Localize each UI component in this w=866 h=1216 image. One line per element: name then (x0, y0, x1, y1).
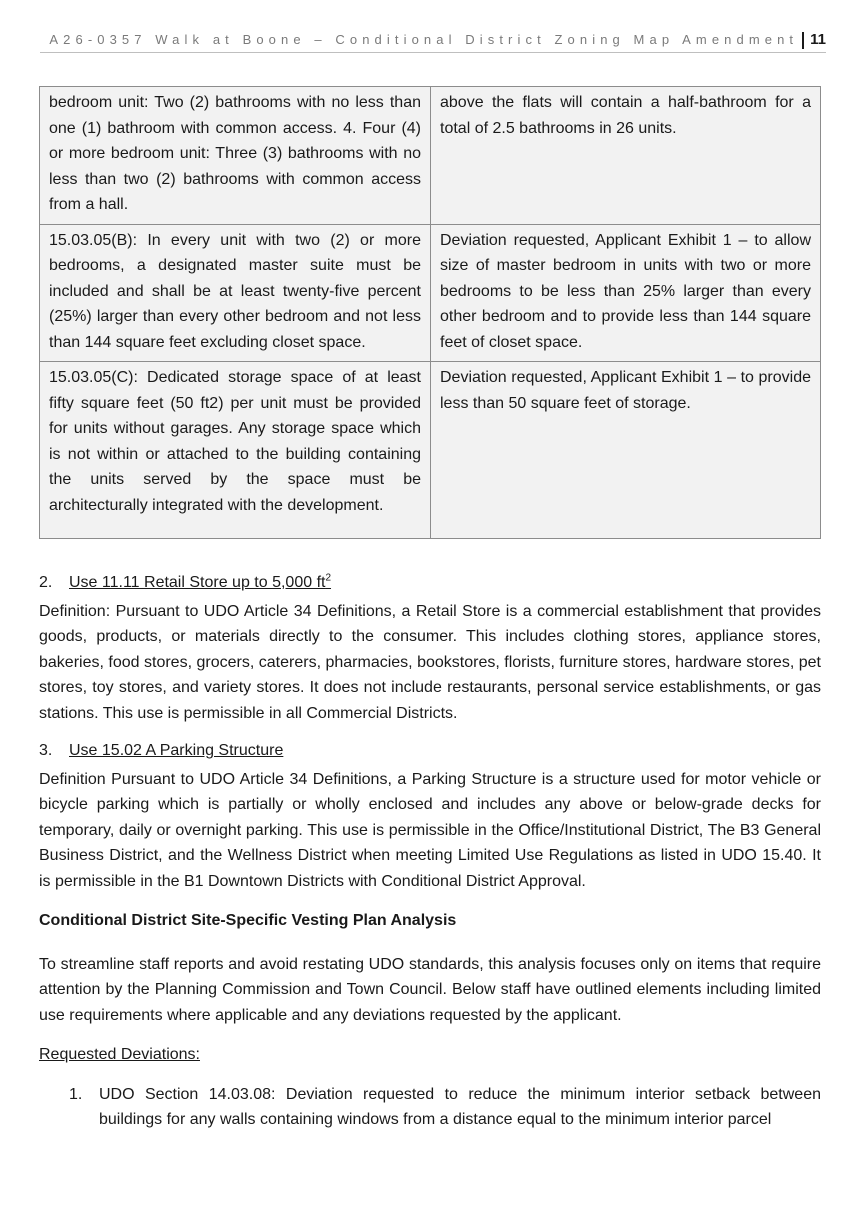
use-heading (39, 570, 821, 596)
deviations-heading: Requested Deviations: (39, 1046, 200, 1063)
deviation-table (39, 86, 821, 539)
list-item (39, 1082, 821, 1133)
table-cell-response: Deviation requested, Applicant Exhibit 1 – to allow size of master bedroom in units with two or more bedrooms to be less than 25% larger than every other bedroom and to provide less than 144 square feet of closet space. (431, 224, 821, 362)
table-row (40, 87, 821, 225)
table-cell-standard: bedroom unit: Two (2) bathrooms with no less than one (1) bathroom with common access. 4. Four (4) or more bedroom unit: Three (3) bathrooms with no less than two (2) bathrooms with common access from a hall. (40, 87, 431, 225)
table-row (40, 362, 821, 539)
table-cell-response: above the flats will contain a half-bathroom for a total of 2.5 bathrooms in 26 units. (431, 87, 821, 225)
list-text: UDO Section 14.03.08: Deviation requested to reduce the minimum interior setback between buildings for any walls containing windows from a distance equal to the minimum interior parcel (99, 1085, 821, 1128)
use-definition: Definition: Pursuant to UDO Article 34 Definitions, a Retail Store is a commercial establishment that provides goods, products, or materials directly to the consumer. This includes clothing stores, appliance stores, bakeries, food stores, grocers, caterers, pharmacies, bookstores, florists, furniture stores, hardware stores, pet stores, toy stores, and variety stores. It does not include restaurants, personal service establishments, or gas stations. This use is permissible in all Commercial Districts. (39, 602, 821, 722)
table-row (40, 224, 821, 362)
use-number: 2. (39, 574, 53, 591)
page-number: 11 (810, 31, 826, 48)
page-header (40, 30, 826, 53)
superscript: 2 (325, 572, 332, 584)
header-divider (802, 32, 804, 49)
body-content (39, 570, 821, 1133)
table-cell-standard: 15.03.05(C): Dedicated storage space of at least fifty square feet (50 ft2) per unit must be provided for units without garages. Any storage space which is not within or attached to the building containing the units served by the space must be architecturally integrated with the development. (40, 362, 431, 539)
section-heading: Conditional District Site-Specific Vesting Plan Analysis (39, 912, 457, 929)
analysis-intro: To streamline staff reports and avoid restating UDO standards, this analysis focuses only on items that require attention by the Planning Commission and Town Council. Below staff have outlined elements including limited use requirements where applicable and any deviations requested by the applicant. (39, 955, 821, 1024)
table-cell-standard: 15.03.05(B): In every unit with two (2) or more bedrooms, a designated master suite must be included and shall be at least twenty-five percent (25%) larger than every other bedroom and not less than 144 square feet excluding closet space. (40, 224, 431, 362)
use-title: Use 15.02 A Parking Structure (69, 742, 284, 759)
use-title: Use 11.11 Retail Store up to 5,000 $ft^2$ (69, 572, 332, 591)
list-number: 1. (69, 1085, 83, 1103)
use-definition: Definition Pursuant to UDO Article 34 Definitions, a Parking Structure is a structure used for motor vehicle or bicycle parking which is partially or wholly enclosed and includes any above or below-grade decks for temporary, daily or overnight parking. This use is permissible in the Office/Institutional District, The B3 General Business District, and the Wellness District when meeting Limited Use Regulations as listed in UDO 15.40. It is permissible in the B1 Downtown Districts with Conditional District Approval. (39, 770, 821, 890)
table-cell-response: Deviation requested, Applicant Exhibit 1 – to provide less than 50 square feet of storage. (431, 362, 821, 539)
document-title: A26-0357 Walk at Boone – Conditional District Zoning Map Amendment (49, 32, 799, 47)
use-number: 3. (39, 742, 53, 759)
use-heading (39, 738, 821, 764)
